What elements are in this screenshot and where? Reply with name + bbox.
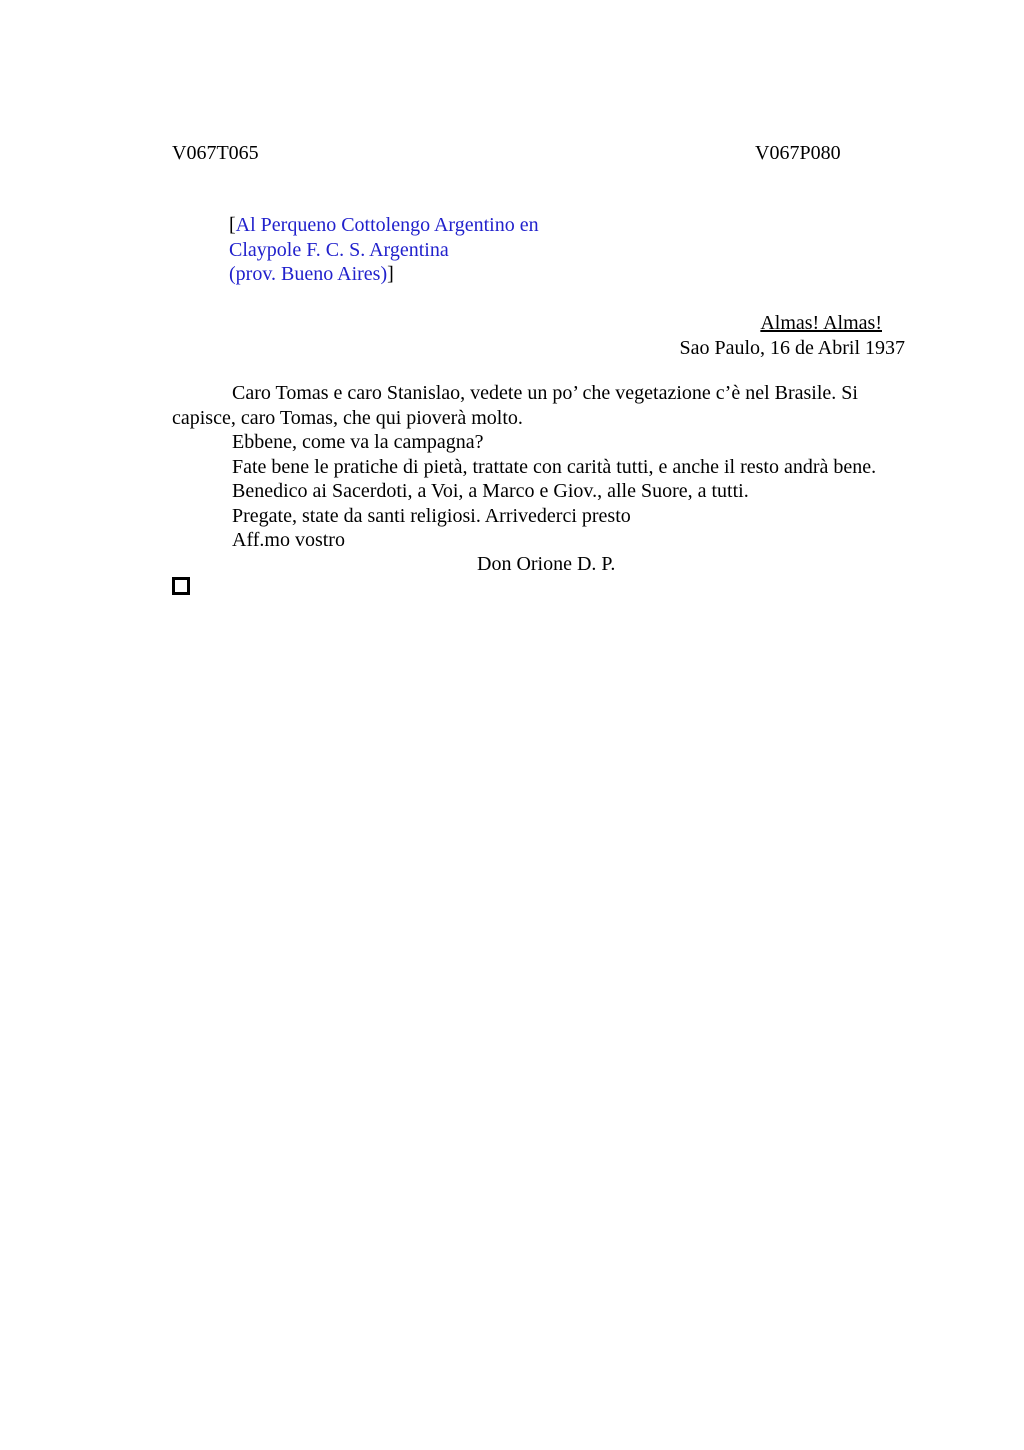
address-line-1-text: Al Perqueno Cottolengo Argentino en [235, 214, 539, 236]
end-of-letter-square-icon [172, 577, 190, 595]
address-line-3 [229, 262, 539, 287]
body-line: Ebbene, come va la campagna? [232, 431, 484, 453]
body-line: Pregate, state da santi religiosi. Arrivederci presto [232, 504, 631, 527]
address-close-bracket: ] [387, 263, 394, 285]
body-line: Benedico ai Sacerdoti, a Voi, a Marco e Giov., alle Suore, a tutti. [232, 480, 749, 502]
document-code-right: V067P080 [755, 142, 841, 164]
letter-body [172, 381, 932, 553]
address-line-3-text: (prov. Bueno Aires) [229, 263, 388, 285]
address-line-1 [229, 213, 539, 238]
body-line: Caro Tomas e caro Stanislao, vedete un po’ che vegetazione c’è nel Brasile. Si [232, 382, 858, 404]
address-line-2: Claypole F. C. S. Argentina [229, 238, 449, 261]
signature-line: Don Orione D. P. [477, 553, 616, 575]
body-line: Fate bene le pratiche di pietà, trattate con carità tutti, e anche il resto andrà bene. [232, 455, 877, 478]
recipient-address-block [229, 213, 539, 287]
salutation-heading: Almas! Almas! [760, 312, 882, 334]
body-line: capisce, caro Tomas, che qui pioverà molto. [172, 406, 523, 429]
place-date-line: Sao Paulo, 16 de Abril 1937 [679, 337, 905, 359]
document-code-left: V067T065 [172, 142, 259, 164]
body-line: Aff.mo vostro [232, 529, 345, 551]
address-open-bracket: [ [229, 214, 236, 236]
